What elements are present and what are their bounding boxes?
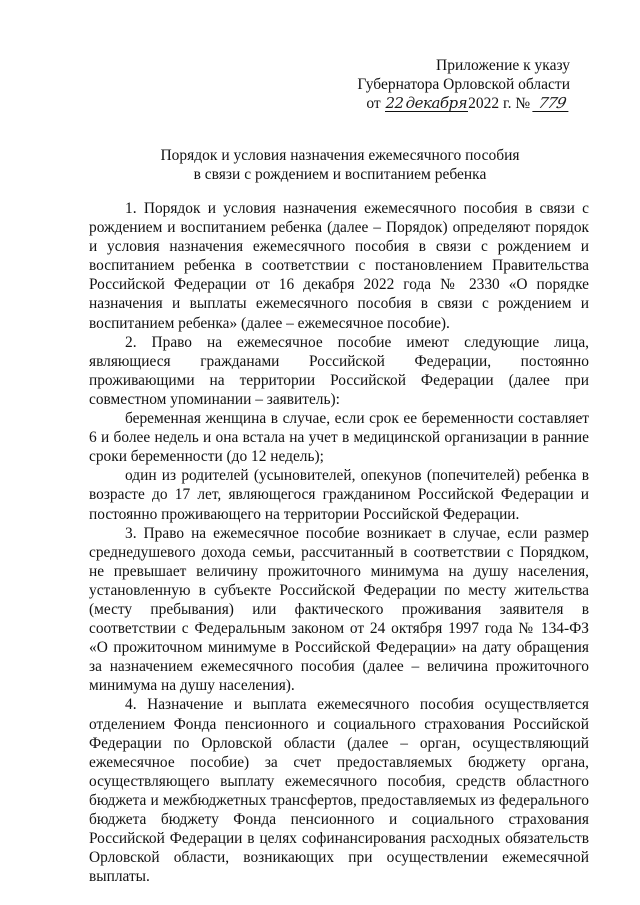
appendix-header bbox=[330, 56, 570, 113]
decree-number: 779 bbox=[532, 96, 571, 112]
paragraph-2: 2. Право на ежемесячное пособие имеют следующие лица, являющиеся гражданами Российской Федерации, постоянно проживающими на территории Российской Федерации (далее при совместном упоминании – заявитель): bbox=[89, 333, 589, 408]
decree-month: декабря bbox=[405, 94, 468, 112]
decree-year-label: 2022 г. № bbox=[468, 95, 531, 112]
title-line-2: в связи с рождением и воспитанием ребенка bbox=[193, 166, 487, 183]
paragraph-4: 4. Назначение и выплата ежемесячного пособия осуществляется отделением Фонда пенсионного и социального страхования Российской Федерации по Орловской области (далее – орган, осуществляющий ежемесячное пособие) за счет предоставляемых бюджету органа, осуществляющего выплату ежемесячного пособия, средств областного бюджета и межбюджетных трансфертов, предоставляемых из федерального бюджета бюджету Фонда пенсионного и социального страхования Российской Федерации в целях софинансирования расходных обязательств Орловской области, возникающих при осуществлении ежемесячной выплаты. bbox=[89, 696, 589, 886]
decree-day: 22 bbox=[385, 94, 404, 112]
document-body bbox=[89, 199, 589, 886]
appendix-line-1: Приложение к указу bbox=[436, 57, 570, 74]
paragraph-1: 1. Порядок и условия назначения ежемесячного пособия в связи с рождением и воспитанием ребенка (далее – Порядок) определяют порядок и условия назначения ежемесячного пособия в связи с рождением и воспитанием ребенка в соответствии с постановлением Правительства Российской Федерации от 16 декабря 2022 года № 2330 «О порядке назначения и выплаты ежемесячного пособия в связи с рождением и воспитанием ребенка» (далее – ежемесячное пособие). bbox=[89, 200, 589, 332]
document-title bbox=[80, 146, 600, 184]
decree-date-number bbox=[330, 94, 570, 113]
appendix-line-2: Губернатора Орловской области bbox=[357, 76, 570, 93]
paragraph-3: 3. Право на ежемесячное пособие возникает в случае, если размер среднедушевого дохода семьи, рассчитанный в соответствии с Порядком, не превышает величину прожиточного минимума на душу населения, установленную в субъекте Российской Федерации по месту жительства (месту пребывания) или фактического проживания заявителя в соответствии с Федеральным законом от 24 октября 1997 года № 134-ФЗ «О прожиточном минимуме в Российской Федерации» на дату обращения за назначением ежемесячного пособия (далее – величина прожиточного минимума на душу населения). bbox=[89, 524, 589, 695]
title-line-1: Порядок и условия назначения ежемесячного пособия bbox=[160, 147, 520, 164]
date-prefix: от bbox=[366, 95, 381, 112]
paragraph-2-item-1: беременная женщина в случае, если срок ее беременности составляет 6 и более недель и она встала на учет в медицинской организации в ранние сроки беременности (до 12 недель); bbox=[89, 410, 589, 466]
paragraph-2-item-2: один из родителей (усыновителей, опекунов (попечителей) ребенка в возрасте до 17 лет, являющегося гражданином Российской Федерации и постоянно проживающего на территории Российской Федерации. bbox=[89, 467, 589, 523]
